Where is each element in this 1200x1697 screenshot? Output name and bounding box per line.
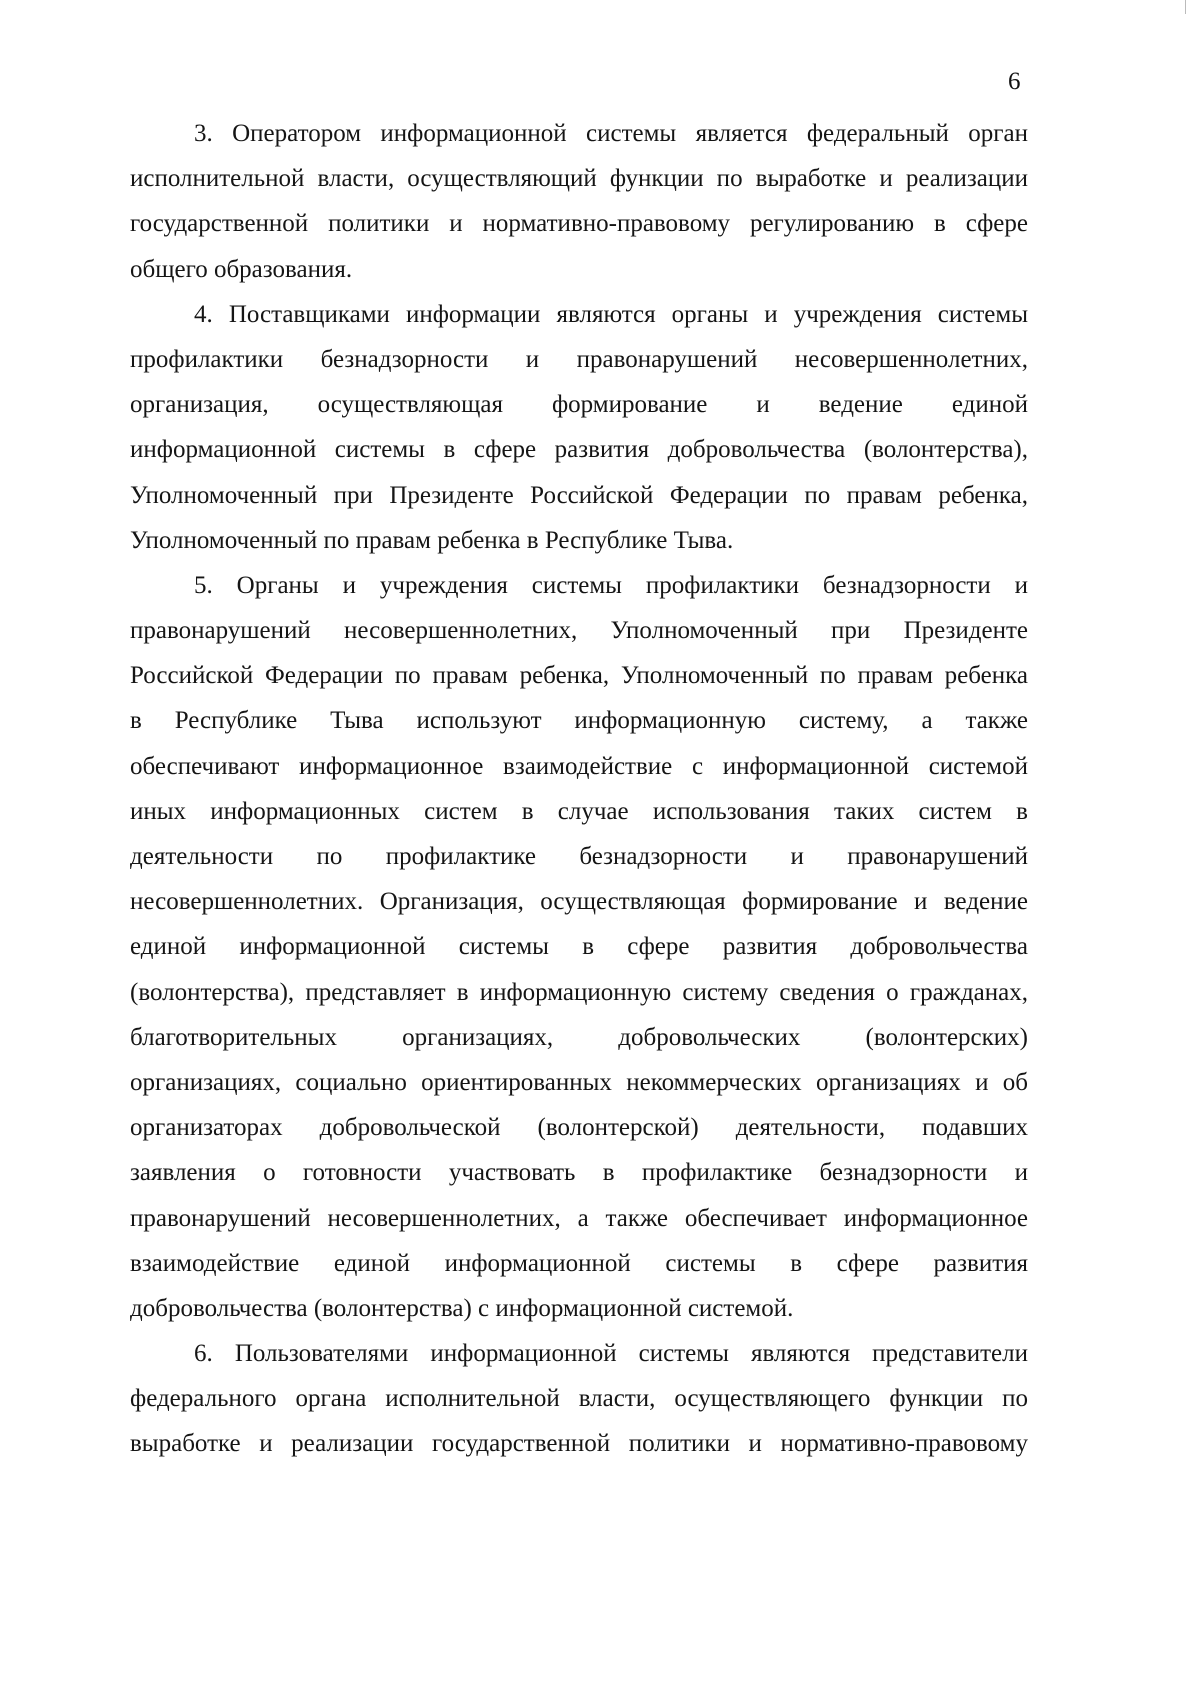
text-line: в Республике Тыва используют информационную систему, а также [130,707,1028,735]
text-line: Российской Федерации по правам ребенка, Уполномоченный по правам ребенка [130,662,1028,690]
text-line: организаторах добровольческой (волонтерской) деятельности, подавших [130,1114,1028,1142]
text-line: заявления о готовности участвовать в профилактике безнадзорности и [130,1159,1028,1187]
text-line: государственной политики и нормативно-правовому регулированию в сфере [130,210,1028,238]
text-line: 6. Пользователями информационной системы являются представители [194,1340,1028,1368]
text-line: единой информационной системы в сфере развития добровольчества [130,933,1028,961]
document-body [130,111,1028,1467]
text-line: организациях, социально ориентированных некоммерческих организациях и об [130,1068,1028,1096]
text-line: иных информационных систем в случае использования таких систем в [130,797,1028,825]
text-line: 5. Органы и учреждения системы профилактики безнадзорности и [194,571,1028,599]
paragraph [130,111,1028,292]
text-line: несовершеннолетних. Организация, осуществляющая формирование и ведение [130,888,1028,916]
paragraph [130,1331,1028,1467]
text-line: организация, осуществляющая формирование и ведение единой [130,391,1028,419]
paragraph [130,292,1028,563]
text-line: благотворительных организациях, добровольческих (волонтерских) [130,1023,1028,1051]
scan-edge-mark [1185,0,1186,14]
text-line: профилактики безнадзорности и правонарушений несовершеннолетних, [130,345,1028,373]
page-number: 6 [1008,68,1021,95]
text-line: деятельности по профилактике безнадзорности и правонарушений [130,843,1028,870]
text-line: обеспечивают информационное взаимодействие с информационной системой [130,752,1028,780]
text-line: Уполномоченный по правам ребенка в Республике Тыва. [130,526,734,554]
paragraph [130,563,1028,1331]
text-line: общего образования. [130,255,353,283]
text-line: исполнительной власти, осуществляющий функции по выработке и реализации [130,165,1028,193]
text-line: добровольчества (волонтерства) с информационной системой. [130,1294,794,1322]
text-line: 3. Оператором информационной системы является федеральный орган [194,120,1028,147]
text-line: информационной системы в сфере развития добровольчества (волонтерства), [130,436,1028,464]
text-line: выработке и реализации государственной политики и нормативно-правовому [130,1430,1028,1458]
text-line: правонарушений несовершеннолетних, Уполномоченный при Президенте [130,617,1028,645]
text-line: 4. Поставщиками информации являются органы и учреждения системы [194,300,1028,328]
text-line: взаимодействие единой информационной системы в сфере развития [130,1249,1028,1277]
text-line: Уполномоченный при Президенте Российской Федерации по правам ребенка, [130,481,1028,509]
text-line: (волонтерства), представляет в информационную систему сведения о гражданах, [130,978,1028,1006]
text-line: правонарушений несовершеннолетних, а также обеспечивает информационное [130,1204,1028,1232]
text-line: федерального органа исполнительной власти, осуществляющего функции по [130,1385,1028,1413]
